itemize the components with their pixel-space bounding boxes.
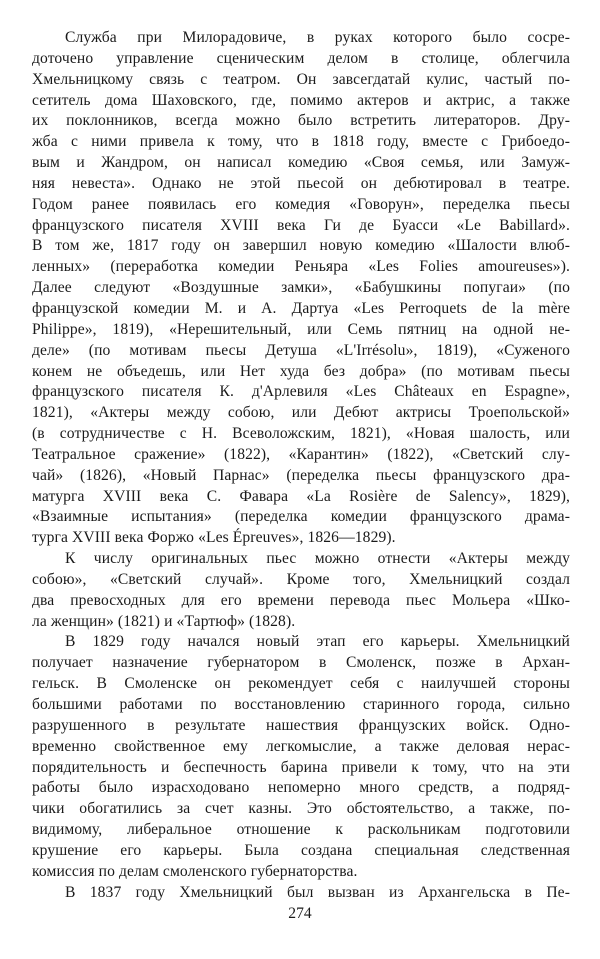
text-line: турга XVIII века Форжо «Les Épreuves», 1826—1829).	[32, 529, 396, 547]
text-line: жба с ними привела к тому, что в 1818 году, вместе с Грибоедо-	[32, 133, 570, 151]
text-line: порядительность и беспечность барина привели к тому, что на эти	[32, 758, 570, 776]
text-line: конем не объедешь, или Нет худа без добра» (по мотивам пьесы	[32, 362, 570, 380]
text-line: 1821), «Актеры между собою, или Дебют актрисы Троепольской»	[32, 404, 570, 422]
text-line: французского писателя К. д'Арлевиля «Les Châteaux en Espagne»,	[32, 383, 570, 401]
text-line: Хмельницкому связь с театром. Он завсегдатай кулис, частый по-	[32, 70, 570, 88]
text-line: большими работами по восстановлению старинного города, сильно	[32, 696, 570, 713]
paragraph-2	[32, 549, 570, 632]
text-line: Служба при Милорадовиче, в руках которого было сосре-	[65, 29, 570, 46]
text-line: два превосходных для его времени перевода пьес Мольера «Шко-	[32, 591, 570, 609]
page-number: 274	[288, 905, 312, 922]
text-line: В том же, 1817 году он завершил новую комедию «Шалости влюб-	[32, 237, 570, 255]
paragraph-3	[32, 632, 570, 882]
text-line: В 1829 году начался новый этап его карьеры. Хмельницкий	[65, 633, 570, 651]
text-line: собою», «Светский случай». Кроме того, Хмельницкий создал	[32, 570, 570, 588]
text-line: К числу оригинальных пьес можно отнести «Актеры между	[65, 550, 570, 568]
text-line: няя невеста». Однако не этой пьесой он дебютировал в театре.	[32, 174, 570, 192]
text-line: получает назначение губернатором в Смоленск, позже в Архан-	[32, 654, 570, 672]
text-line: Годом ранее появилась его комедия «Говорун», переделка пьесы	[32, 195, 570, 213]
text-line: Далее следуют «Воздушные замки», «Бабушкины попугаи» (по	[32, 279, 570, 297]
text-line: временно свойственное ему легкомыслие, а также деловая нерас-	[32, 737, 570, 755]
text-line: работы было израсходовано непомерно много средств, а подряд-	[32, 779, 570, 797]
text-line: их поклонников, всегда можно было встретить литераторов. Дру-	[32, 112, 570, 130]
paragraph-1	[32, 28, 570, 549]
text-line: видимому, либеральное отношение к раскольникам подготовили	[32, 821, 570, 839]
text-line: Театральное сражение» (1822), «Карантин» (1822), «Светский слу-	[32, 445, 570, 463]
text-line: разрушенного в результате нашествия французских войск. Одно-	[32, 716, 570, 734]
paragraph-4	[32, 883, 570, 904]
text-line: французского писателя XVIII века Ги де Буасси «Le Babillard».	[32, 216, 570, 234]
text-line: крушение его карьеры. Была создана специальная следственная	[32, 841, 570, 859]
text-line: «Взаимные испытания» (переделка комедии французского драма-	[32, 508, 570, 526]
text-line: матурга XVIII века С. Фавара «La Rosière de Salency», 1829),	[32, 487, 570, 505]
text-line: французской комедии М. и А. Дартуа «Les Perroquets de la mère	[32, 299, 570, 317]
text-line: чики обогатились за счет казны. Это обстоятельство, а также, по-	[32, 800, 570, 818]
text-line: доточено управление сценическим делом в столице, облегчила	[32, 49, 570, 67]
body-text	[32, 28, 570, 903]
text-line: деле» (по мотивам пьесы Детуша «L'Irrésolu», 1819), «Суженого	[32, 341, 570, 359]
text-line: В 1837 году Хмельницкий был вызван из Архангельска в Пе-	[65, 883, 570, 901]
text-line: ленных» (переработка комедии Реньяра «Les Folies amoureuses»).	[32, 258, 570, 276]
text-line: Philippe», 1819), «Нерешительный, или Семь пятниц на одной не-	[32, 320, 570, 338]
text-line: чай» (1826), «Новый Парнас» (переделка пьесы французского дра-	[32, 466, 570, 484]
text-line: сетитель дома Шаховского, где, помимо актеров и актрис, а также	[32, 91, 570, 109]
text-line: гельск. В Смоленске он рекомендует себя с наилучшей стороны	[32, 675, 570, 693]
text-line: (в сотрудничестве с Н. Всеволожским, 1821), «Новая шалость, или	[32, 425, 570, 443]
text-line: вым и Жандром, он написал комедию «Своя семья, или Замуж-	[32, 154, 570, 172]
text-line: комиссия по делам смоленского губернаторства.	[32, 862, 358, 880]
text-line: ла женщин» (1821) и «Тартюф» (1828).	[32, 612, 296, 630]
